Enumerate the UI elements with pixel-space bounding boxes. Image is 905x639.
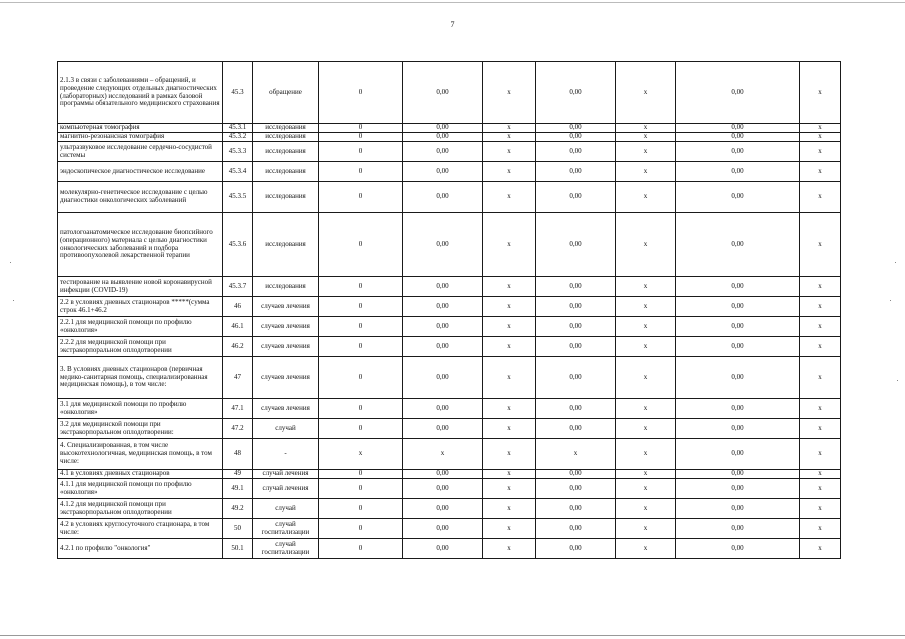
cell-value-4: х — [536, 439, 616, 470]
table-row — [58, 439, 841, 470]
cell-value-3: х — [483, 399, 536, 419]
cell-value-7: х — [800, 124, 841, 133]
cell-value-3: х — [483, 439, 536, 470]
cell-value-6: 0,00 — [676, 539, 800, 559]
cell-value-1: 0 — [319, 182, 403, 213]
row-description: 4.2 в условиях круглосуточного стационара, в том числе: — [58, 519, 223, 539]
cell-value-2: 0,00 — [403, 479, 483, 499]
scan-speck — [10, 262, 11, 263]
row-unit: случаев лечения — [253, 297, 319, 317]
table-body — [58, 62, 841, 559]
scan-edge-bottom — [0, 635, 905, 636]
cell-value-1: 0 — [319, 337, 403, 357]
cell-value-3: х — [483, 479, 536, 499]
table-row — [58, 499, 841, 519]
row-unit: случай лечения — [253, 479, 319, 499]
row-description: 4.1 в условиях дневных стационаров — [58, 470, 223, 479]
cell-value-6: 0,00 — [676, 133, 800, 142]
row-unit: случай — [253, 499, 319, 519]
cell-value-4: 0,00 — [536, 62, 616, 124]
row-code: 50.1 — [223, 539, 253, 559]
cell-value-1: 0 — [319, 357, 403, 399]
cell-value-1: 0 — [319, 142, 403, 162]
row-code: 46.2 — [223, 337, 253, 357]
row-description: тестирование на выявление новой коронавирусной инфекции (COVID-19) — [58, 277, 223, 297]
cell-value-6: 0,00 — [676, 62, 800, 124]
cell-value-4: 0,00 — [536, 479, 616, 499]
cell-value-3: х — [483, 357, 536, 399]
row-description: компьютерная томография — [58, 124, 223, 133]
cell-value-5: х — [616, 133, 676, 142]
cell-value-5: х — [616, 539, 676, 559]
cell-value-4: 0,00 — [536, 277, 616, 297]
cell-value-1: 0 — [319, 519, 403, 539]
scan-speck — [897, 380, 898, 381]
table-row — [58, 62, 841, 124]
cell-value-2: 0,00 — [403, 62, 483, 124]
table-row — [58, 419, 841, 439]
row-code: 45.3.7 — [223, 277, 253, 297]
cell-value-7: х — [800, 62, 841, 124]
cell-value-5: х — [616, 519, 676, 539]
cell-value-7: х — [800, 213, 841, 277]
cell-value-6: 0,00 — [676, 297, 800, 317]
row-description: 4.1.1 для медицинской помощи по профилю «онкология» — [58, 479, 223, 499]
row-code: 47.1 — [223, 399, 253, 419]
cell-value-6: 0,00 — [676, 470, 800, 479]
cell-value-1: 0 — [319, 62, 403, 124]
row-unit: исследования — [253, 213, 319, 277]
row-code: 47 — [223, 357, 253, 399]
cell-value-5: х — [616, 162, 676, 182]
row-unit: - — [253, 439, 319, 470]
table-row — [58, 357, 841, 399]
cell-value-4: 0,00 — [536, 317, 616, 337]
cell-value-7: х — [800, 297, 841, 317]
row-code: 46.1 — [223, 317, 253, 337]
scan-edge-top — [0, 2, 905, 3]
cell-value-5: х — [616, 213, 676, 277]
cell-value-2: 0,00 — [403, 277, 483, 297]
cell-value-2: 0,00 — [403, 399, 483, 419]
cell-value-5: х — [616, 470, 676, 479]
cell-value-7: х — [800, 142, 841, 162]
row-unit: исследования — [253, 142, 319, 162]
cell-value-4: 0,00 — [536, 470, 616, 479]
row-code: 45.3 — [223, 62, 253, 124]
cell-value-1: х — [319, 439, 403, 470]
row-description: 3.1 для медицинской помощи по профилю «онкология» — [58, 399, 223, 419]
cell-value-1: 0 — [319, 162, 403, 182]
row-description: 2.1.3 в связи с заболеваниями – обращений, и проведение следующих отдельных диагностических (лабораторных) исследований в рамках базовой программы обязательного медицинского страхования — [58, 62, 223, 124]
cell-value-3: х — [483, 277, 536, 297]
cell-value-3: х — [483, 133, 536, 142]
cell-value-5: х — [616, 124, 676, 133]
cell-value-2: 0,00 — [403, 124, 483, 133]
row-code: 45.3.1 — [223, 124, 253, 133]
cell-value-4: 0,00 — [536, 213, 616, 277]
cell-value-1: 0 — [319, 539, 403, 559]
cell-value-4: 0,00 — [536, 297, 616, 317]
cell-value-2: 0,00 — [403, 539, 483, 559]
row-unit: исследования — [253, 182, 319, 213]
scan-speck — [890, 300, 891, 301]
cell-value-2: 0,00 — [403, 357, 483, 399]
row-unit: случаев лечения — [253, 317, 319, 337]
cell-value-7: х — [800, 317, 841, 337]
row-description: 3. В условиях дневных стационаров (первичная медико-санитарная помощь, специализированная медицинская помощь), в том числе: — [58, 357, 223, 399]
table-row — [58, 124, 841, 133]
cell-value-3: х — [483, 499, 536, 519]
table-row — [58, 133, 841, 142]
row-description: 4.2.1 по профилю "онкология" — [58, 539, 223, 559]
row-code: 45.3.3 — [223, 142, 253, 162]
cell-value-3: х — [483, 142, 536, 162]
row-unit: случай — [253, 419, 319, 439]
cell-value-5: х — [616, 439, 676, 470]
row-description: 4. Специализированная, в том числе высокотехнологичная, медицинская помощь, в том числе: — [58, 439, 223, 470]
cell-value-6: 0,00 — [676, 124, 800, 133]
row-code: 49 — [223, 470, 253, 479]
cell-value-1: 0 — [319, 297, 403, 317]
row-unit: случай госпитализации — [253, 539, 319, 559]
cell-value-4: 0,00 — [536, 499, 616, 519]
cell-value-2: 0,00 — [403, 317, 483, 337]
cell-value-4: 0,00 — [536, 337, 616, 357]
row-description: 2.2 в условиях дневных стационаров *****(сумма строк 46.1+46.2 — [58, 297, 223, 317]
cell-value-6: 0,00 — [676, 419, 800, 439]
row-code: 46 — [223, 297, 253, 317]
cell-value-4: 0,00 — [536, 162, 616, 182]
row-code: 45.3.5 — [223, 182, 253, 213]
table-row — [58, 142, 841, 162]
cell-value-1: 0 — [319, 470, 403, 479]
cell-value-3: х — [483, 124, 536, 133]
cell-value-7: х — [800, 419, 841, 439]
cell-value-3: х — [483, 297, 536, 317]
row-description: патологоанатомическое исследование биопсийного (операционного) материала с целью диагностики онкологических заболеваний и подбора противоопухолевой лекарственной терапии — [58, 213, 223, 277]
table-row — [58, 479, 841, 499]
cell-value-2: х — [403, 439, 483, 470]
cell-value-3: х — [483, 62, 536, 124]
row-description: магнитно-резонансная томография — [58, 133, 223, 142]
cell-value-7: х — [800, 162, 841, 182]
cell-value-7: х — [800, 133, 841, 142]
cell-value-5: х — [616, 399, 676, 419]
table-row — [58, 519, 841, 539]
row-unit: случай лечения — [253, 470, 319, 479]
row-code: 50 — [223, 519, 253, 539]
table-row — [58, 470, 841, 479]
cell-value-7: х — [800, 539, 841, 559]
cell-value-2: 0,00 — [403, 213, 483, 277]
cell-value-4: 0,00 — [536, 124, 616, 133]
row-description: 2.2.1 для медицинской помощи по профилю «онкология» — [58, 317, 223, 337]
cell-value-2: 0,00 — [403, 337, 483, 357]
cell-value-2: 0,00 — [403, 133, 483, 142]
row-code: 45.3.6 — [223, 213, 253, 277]
cell-value-3: х — [483, 213, 536, 277]
cell-value-2: 0,00 — [403, 470, 483, 479]
cell-value-6: 0,00 — [676, 479, 800, 499]
cell-value-2: 0,00 — [403, 519, 483, 539]
cell-value-7: х — [800, 470, 841, 479]
cell-value-3: х — [483, 182, 536, 213]
row-description: 2.2.2 для медицинской помощи при экстракорпоральном оплодотворении — [58, 337, 223, 357]
scan-speck — [13, 300, 14, 301]
cell-value-6: 0,00 — [676, 337, 800, 357]
cell-value-1: 0 — [319, 124, 403, 133]
cell-value-3: х — [483, 337, 536, 357]
budget-table — [57, 61, 841, 559]
cell-value-5: х — [616, 419, 676, 439]
table-row — [58, 399, 841, 419]
cell-value-1: 0 — [319, 399, 403, 419]
row-code: 49.1 — [223, 479, 253, 499]
row-unit: случаев лечения — [253, 337, 319, 357]
row-unit: исследования — [253, 124, 319, 133]
cell-value-2: 0,00 — [403, 419, 483, 439]
cell-value-3: х — [483, 539, 536, 559]
cell-value-3: х — [483, 419, 536, 439]
cell-value-5: х — [616, 277, 676, 297]
cell-value-4: 0,00 — [536, 133, 616, 142]
row-unit: случай госпитализации — [253, 519, 319, 539]
row-unit: исследования — [253, 133, 319, 142]
cell-value-2: 0,00 — [403, 162, 483, 182]
cell-value-5: х — [616, 317, 676, 337]
cell-value-6: 0,00 — [676, 162, 800, 182]
cell-value-2: 0,00 — [403, 182, 483, 213]
row-unit: исследования — [253, 277, 319, 297]
cell-value-7: х — [800, 519, 841, 539]
cell-value-3: х — [483, 519, 536, 539]
cell-value-3: х — [483, 470, 536, 479]
cell-value-3: х — [483, 162, 536, 182]
cell-value-4: 0,00 — [536, 142, 616, 162]
scan-speck — [895, 262, 896, 263]
row-code: 45.3.2 — [223, 133, 253, 142]
cell-value-2: 0,00 — [403, 499, 483, 519]
page-number: 7 — [450, 20, 455, 29]
cell-value-1: 0 — [319, 277, 403, 297]
cell-value-5: х — [616, 357, 676, 399]
cell-value-7: х — [800, 337, 841, 357]
row-code: 49.2 — [223, 499, 253, 519]
table-row — [58, 337, 841, 357]
cell-value-2: 0,00 — [403, 142, 483, 162]
table-row — [58, 182, 841, 213]
cell-value-6: 0,00 — [676, 499, 800, 519]
row-description: молекулярно-генетическое исследование с целью диагностики онкологических заболеваний — [58, 182, 223, 213]
cell-value-6: 0,00 — [676, 182, 800, 213]
cell-value-5: х — [616, 337, 676, 357]
cell-value-7: х — [800, 357, 841, 399]
row-unit: случаев лечения — [253, 357, 319, 399]
row-unit: исследования — [253, 162, 319, 182]
cell-value-1: 0 — [319, 479, 403, 499]
cell-value-2: 0,00 — [403, 297, 483, 317]
cell-value-7: х — [800, 439, 841, 470]
cell-value-3: х — [483, 317, 536, 337]
cell-value-6: 0,00 — [676, 277, 800, 297]
table-row — [58, 297, 841, 317]
cell-value-4: 0,00 — [536, 357, 616, 399]
cell-value-1: 0 — [319, 213, 403, 277]
cell-value-6: 0,00 — [676, 213, 800, 277]
cell-value-4: 0,00 — [536, 419, 616, 439]
table-row — [58, 213, 841, 277]
cell-value-5: х — [616, 62, 676, 124]
cell-value-6: 0,00 — [676, 399, 800, 419]
row-description: эндоскопическое диагностическое исследование — [58, 162, 223, 182]
row-code: 45.3.4 — [223, 162, 253, 182]
cell-value-4: 0,00 — [536, 539, 616, 559]
cell-value-1: 0 — [319, 419, 403, 439]
row-code: 48 — [223, 439, 253, 470]
row-unit: обращение — [253, 62, 319, 124]
cell-value-5: х — [616, 142, 676, 162]
row-description: ультразвуковое исследование сердечно-сосудистой системы — [58, 142, 223, 162]
cell-value-5: х — [616, 182, 676, 213]
cell-value-5: х — [616, 479, 676, 499]
cell-value-4: 0,00 — [536, 399, 616, 419]
table-row — [58, 277, 841, 297]
cell-value-6: 0,00 — [676, 519, 800, 539]
cell-value-6: 0,00 — [676, 439, 800, 470]
table-row — [58, 539, 841, 559]
cell-value-6: 0,00 — [676, 357, 800, 399]
cell-value-5: х — [616, 499, 676, 519]
cell-value-1: 0 — [319, 499, 403, 519]
cell-value-5: х — [616, 297, 676, 317]
cell-value-7: х — [800, 182, 841, 213]
table-row — [58, 162, 841, 182]
row-code: 47.2 — [223, 419, 253, 439]
cell-value-6: 0,00 — [676, 317, 800, 337]
row-description: 3.2 для медицинской помощи при экстракорпоральном оплодотворении: — [58, 419, 223, 439]
row-unit: случаев лечения — [253, 399, 319, 419]
cell-value-4: 0,00 — [536, 182, 616, 213]
table-row — [58, 317, 841, 337]
cell-value-1: 0 — [319, 133, 403, 142]
cell-value-7: х — [800, 499, 841, 519]
cell-value-7: х — [800, 399, 841, 419]
cell-value-4: 0,00 — [536, 519, 616, 539]
cell-value-7: х — [800, 277, 841, 297]
row-description: 4.1.2 для медицинской помощи при экстракорпоральном оплодотворении — [58, 499, 223, 519]
cell-value-1: 0 — [319, 317, 403, 337]
cell-value-7: х — [800, 479, 841, 499]
cell-value-6: 0,00 — [676, 142, 800, 162]
